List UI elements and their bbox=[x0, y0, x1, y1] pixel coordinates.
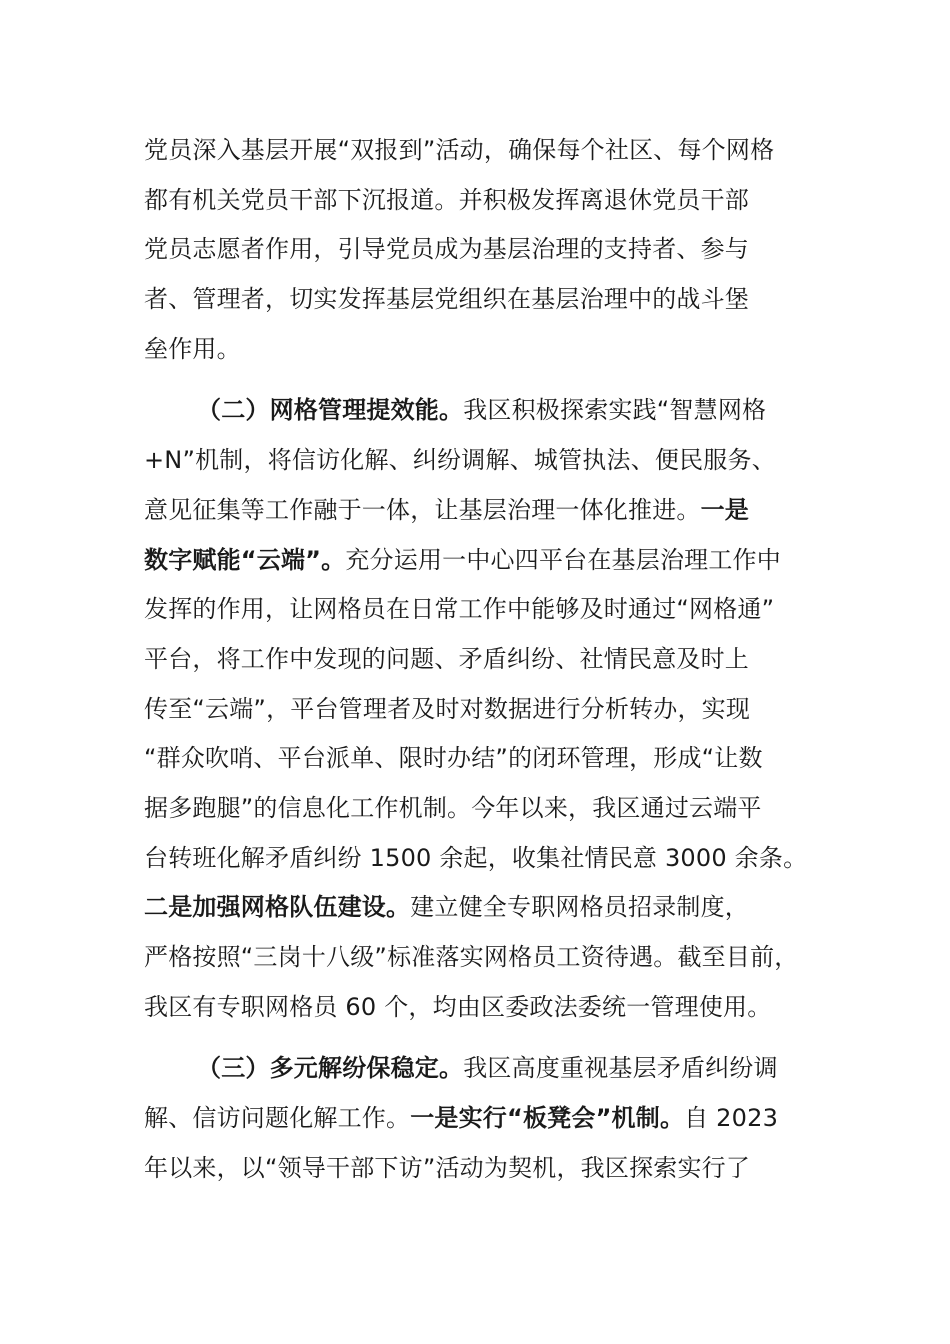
paragraph-3 bbox=[144, 1044, 834, 1193]
text-line bbox=[144, 1094, 834, 1144]
text-line: +N”机制，将信访化解、纠纷调解、城管执法、便民服务、 bbox=[144, 446, 776, 475]
text-line: 垒作用。 bbox=[144, 334, 241, 363]
bold-phrase: 一是 bbox=[700, 495, 750, 524]
bold-phrase: 一是实行“板凳会”机制。 bbox=[410, 1104, 685, 1133]
text-line: 我区有专职网格员 60 个，均由区委政法委统一管理使用。 bbox=[144, 992, 772, 1021]
text-line: 严格按照“三岗十八级”标准落实网格员工资待遇。截至目前， bbox=[144, 943, 799, 971]
text-line bbox=[144, 1044, 834, 1094]
bold-phrase: 二是加强网格队伍建设。 bbox=[144, 893, 411, 922]
paragraph-1 bbox=[144, 126, 834, 374]
text-line bbox=[144, 486, 834, 536]
text-line: 党员深入基层开展“双报到”活动，确保每个社区、每个网格 bbox=[144, 136, 775, 164]
text-line: 平台，将工作中发现的问题、矛盾纠纷、社情民意及时上 bbox=[144, 644, 749, 673]
text-line bbox=[144, 883, 834, 933]
text-span: 解、信访问题化解工作。 bbox=[144, 1104, 411, 1133]
text-line: 都有机关党员干部下沉报道。并积极发挥离退休党员干部 bbox=[144, 185, 749, 214]
text-span: 充分运用一中心四平台在基层治理工作中 bbox=[345, 545, 781, 574]
text-span: 我区积极探索实践“智慧网格 bbox=[463, 396, 767, 425]
text-line: 年以来，以“领导干部下访”活动为契机，我区探索实行了 bbox=[144, 1153, 751, 1182]
text-span: 建立健全专职网格员招录制度， bbox=[410, 893, 750, 922]
text-line: 台转班化解矛盾纠纷 1500 余起，收集社情民意 3000 余条。 bbox=[144, 843, 808, 872]
section-heading: （二）网格管理提效能。 bbox=[197, 396, 464, 425]
section-heading: （三）多元解纷保稳定。 bbox=[197, 1054, 464, 1083]
text-line: “群众吹哨、平台派单、限时办结”的闭环管理，形成“让数 bbox=[144, 744, 763, 773]
text-line: 传至“云端”，平台管理者及时对数据进行分析转办，实现 bbox=[144, 694, 751, 723]
bold-phrase: 数字赋能“云端”。 bbox=[144, 545, 346, 574]
text-line: 发挥的作用，让网格员在日常工作中能够及时通过“网格通” bbox=[144, 595, 775, 624]
paragraph-2 bbox=[144, 386, 834, 1032]
text-line bbox=[144, 386, 834, 436]
text-line: 党员志愿者作用，引导党员成为基层治理的支持者、参与 bbox=[144, 235, 749, 264]
text-span: 我区高度重视基层矛盾纠纷调 bbox=[463, 1054, 778, 1083]
text-line: 者、管理者，切实发挥基层党组织在基层治理中的战斗堡 bbox=[144, 285, 749, 314]
text-line: 据多跑腿”的信息化工作机制。今年以来，我区通过云端平 bbox=[144, 793, 762, 822]
text-span: 意见征集等工作融于一体，让基层治理一体化推进。 bbox=[144, 495, 701, 524]
document-page bbox=[144, 126, 834, 1193]
text-span: 自 2023 bbox=[684, 1104, 779, 1133]
text-line bbox=[144, 536, 834, 586]
